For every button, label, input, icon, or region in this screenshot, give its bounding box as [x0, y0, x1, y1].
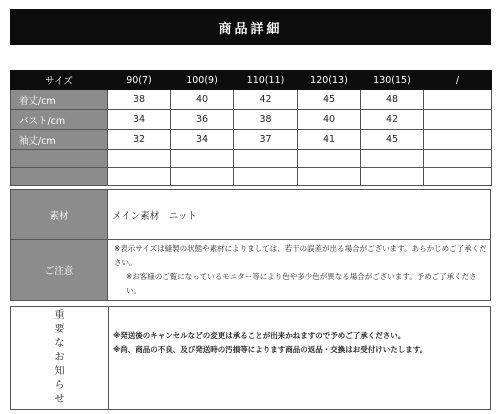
size-header-row — [11, 71, 492, 90]
table-cell: 41 — [298, 130, 361, 150]
table-cell: 42 — [361, 110, 424, 130]
table-cell: 38 — [108, 90, 171, 110]
table-cell — [298, 168, 361, 186]
size-table — [10, 70, 492, 186]
title-text: 商品詳細 — [218, 21, 283, 37]
row-label: 着丈/cm — [11, 90, 108, 110]
table-cell: 32 — [108, 130, 171, 150]
size-header-cell: 100(9) — [171, 71, 234, 90]
table-cell — [424, 168, 492, 186]
table-cell: 40 — [298, 110, 361, 130]
table-row — [11, 168, 492, 186]
table-cell: 37 — [234, 130, 298, 150]
row-label — [11, 150, 108, 168]
table-cell — [361, 150, 424, 168]
table-row — [11, 110, 492, 130]
size-header-cell: 130(15) — [361, 71, 424, 90]
table-cell: 45 — [361, 130, 424, 150]
info-table — [10, 189, 491, 301]
table-row — [11, 90, 492, 110]
table-cell: 36 — [171, 110, 234, 130]
table-cell: 45 — [298, 90, 361, 110]
notice-content — [108, 240, 491, 301]
notice-label: ご注意 — [11, 240, 108, 301]
table-cell — [298, 150, 361, 168]
table-cell — [424, 90, 492, 110]
table-row — [11, 130, 492, 150]
important-char: ら — [54, 380, 65, 391]
size-header-cell: 110(11) — [234, 71, 298, 90]
table-cell — [171, 150, 234, 168]
important-line: ※尚、商品の不良、及び発送時の汚損等によります商品の返品・交換はお受付けいたします。 — [113, 345, 428, 354]
table-row — [11, 150, 492, 168]
page-title — [10, 9, 491, 45]
notice-line: ※お客様のご覧になっているモニター等により色や多少色が異なる場合がございます。予めご了承ください。 — [126, 272, 477, 295]
table-cell — [108, 150, 171, 168]
table-cell: 38 — [234, 110, 298, 130]
important-notice — [10, 306, 491, 410]
row-label: 袖丈/cm — [11, 130, 108, 150]
important-char: 要 — [54, 324, 65, 335]
row-label — [11, 168, 108, 186]
table-cell — [424, 110, 492, 130]
size-header-cell: 120(13) — [298, 71, 361, 90]
material-row — [11, 190, 491, 240]
table-cell: 34 — [171, 130, 234, 150]
table-cell — [424, 130, 492, 150]
important-char: 重 — [54, 310, 65, 321]
table-cell — [171, 168, 234, 186]
table-cell — [234, 168, 298, 186]
size-header-label: サイズ — [11, 71, 108, 90]
important-char: な — [54, 338, 65, 349]
table-cell: 40 — [171, 90, 234, 110]
notice-row — [11, 240, 491, 301]
important-char: 知 — [54, 366, 65, 377]
table-cell — [234, 150, 298, 168]
size-header-cell: / — [424, 71, 492, 90]
important-label — [11, 307, 109, 409]
table-cell: 42 — [234, 90, 298, 110]
table-cell — [108, 168, 171, 186]
row-label: バスト/cm — [11, 110, 108, 130]
table-cell: 34 — [108, 110, 171, 130]
table-cell: 48 — [361, 90, 424, 110]
important-content — [109, 307, 490, 409]
table-cell — [361, 168, 424, 186]
important-char: せ — [54, 394, 65, 405]
important-char: お — [54, 352, 65, 363]
size-header-cell: 90(7) — [108, 71, 171, 90]
material-value: メイン素材 ニット — [108, 190, 491, 240]
table-cell — [424, 150, 492, 168]
material-label: 素材 — [11, 190, 108, 240]
important-line: ※発送後のキャンセルなどの変更は承ることが出来かねますので予めご了承ください。 — [113, 331, 406, 340]
notice-line: ※表示サイズは縫製の状態や素材によりましては、若干の誤差が出る場合がございます。あらかじめご了承ください。 — [114, 244, 487, 267]
